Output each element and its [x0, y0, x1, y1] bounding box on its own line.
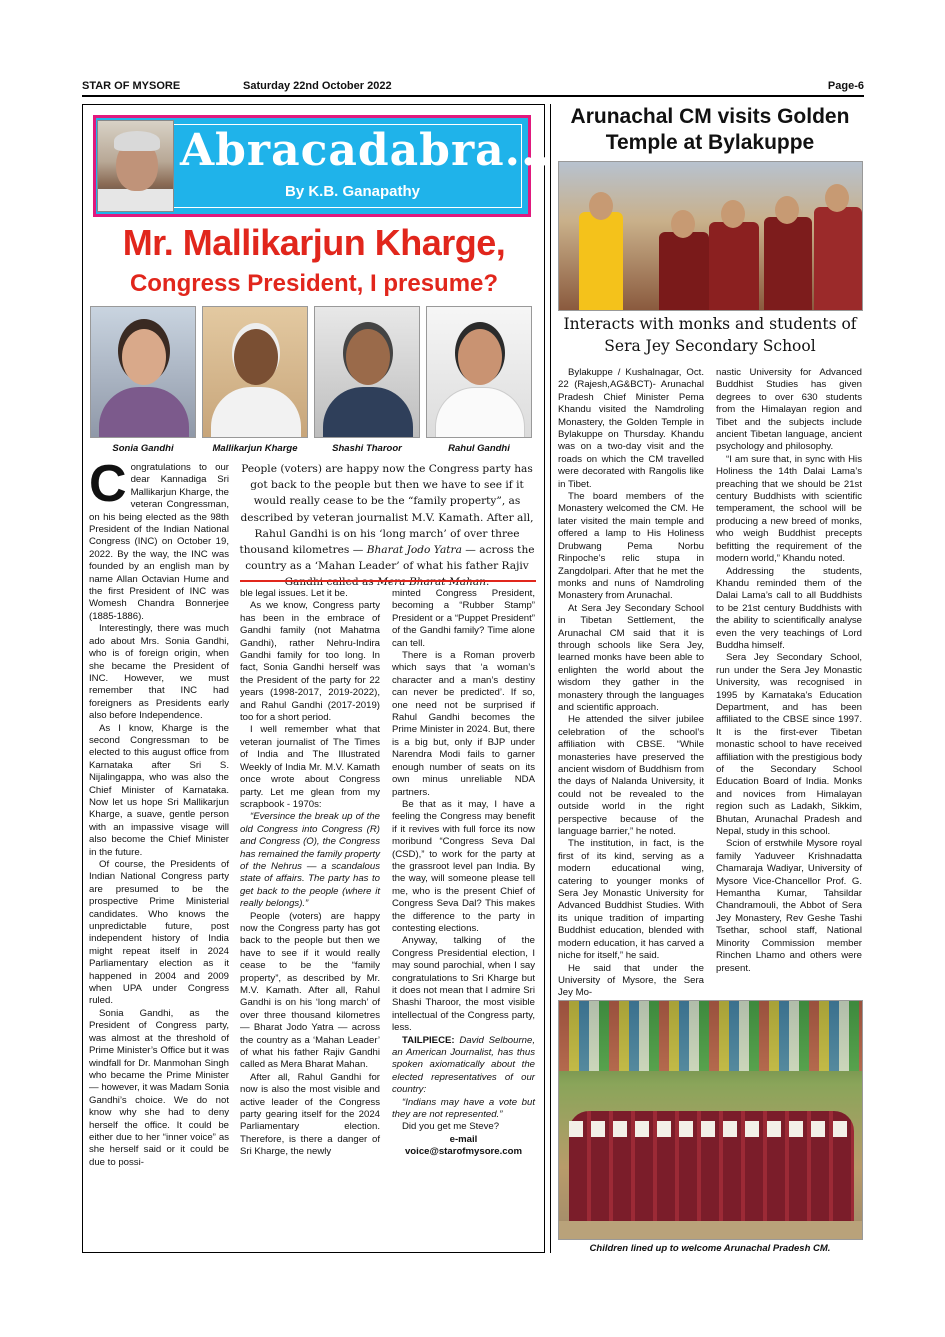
pull-quote-rule [240, 580, 536, 582]
caption-tharoor: Shashi Tharoor [332, 443, 402, 454]
article-column-2: ble legal issues. Let it be. As we know, Congress party has been in the embrace of Gandhi family (not Mahatma Gandhi), rather Nehru-Indira Gandhi family for too long. In fact, Sonia Gandhi herself was the President of the party for 22 years (1998-2017, 2019-2022), and Rahul Gandhi (2017-2019) too for a short period. I well remember what that veteran journalist of The Times of India and The Illustrated Weekly of India Mr. M.V. Kamath once wrote about Congress party. Let me glean from my scrapbook - 1970s: “Eversince the break up of the old Congress into Congress (R) and Congress (O), the Congress has remained the family property of the Nehrus — a scandalous state of affairs. The party has to get back to the people (where it really belongs).” People (voters) are happy now the Congress party has got back to the people but then we have to see if it would really cease to be the “family property”, as described by Mr. M.V. Kamath. After all, Rahul Gandhi is on his ‘long march’ of over three thousand kilometres — Bharat Jodo Yatra — across the country as a ‘Mahan Leader’ of what his father Rajiv Gandhi called as Mera Bharat Mahan. After all, Rahul Gandhi for now is also the most visible and active leader of the Congress party gearing itself for the 2024 Parliamentary election. Therefore, is there a danger of Sri Kharge, the newly [240, 588, 380, 1158]
article-column-1: Congratulations to our dear Kannadiga Sri Mallikarjun Kharge, the veteran Congressman, on his being elected as the 98th President of the Indian National Congress (INC) on October 19, 2022. By the way, the INC was founded by an english man by name Allan Octavian Hume and the first President of INC was Womesh Chandra Bonnerjee (1885-1886). Interestingly, there was much ado about Mrs. Sonia Gandhi, who is of foreign origin, when she became the President of INC. However, we must remember that INC had foreigners as Presidents early also before Independence. As I know, Kharge is the second Congressman to be elected to this august office from Karnataka after Sri S. Nijalingappa, who was also the Chief Minister of Karnataka. Now let us hope Sri Mallikarjun Kharge, a suave, gentle person with an impassive visage will also become the Chief Minister in the future. Of course, the Presidents of Indian National Congress party are presumed to be the prospective Prime Ministerial candidates. Who knows the unpredictable future, post independent history of India might repeat itself in 2024 Parliamentary election as it happened in 2004 and 2009 when UPA under Congress ruled. Sonia Gandhi, as the President of Congress party, was almost at the threshold of Prime Minister’s Office but it was windfall for Dr. Manmohan Singh who became the Prime Minister — however, it was Madam Sonia Gandhi’s choice. We do not know why she had to deny herself the office. It could be either due to her “inner voice” as she herself said or it could be due to possi- [89, 455, 229, 1168]
right-subhead: Interacts with monks and students of Sera Jey Secondary School [563, 315, 857, 355]
pull-quote: People (voters) are happy now the Congress party has got back to the people but then we have to see if it would really cease to be the “family property”, as described by veteran journalist M.V. Kamath. After all, Rahul Gandhi is on his ‘long march’ of over three thousand kilometres — Bharat Jodo Yatra — across the country as a ‘Mahan Leader’ of what his father Rajiv Gandhi called as Mera Bharat Mahan. [239, 463, 535, 589]
photo-rahul-gandhi [426, 306, 532, 438]
article-column-3: minted Congress President, becoming a “Rubber Stamp” President or a “Puppet President” of the Gandhi family? Time alone can tell. There is a Roman proverb which says that ‘a woman’s character and a man’s destiny can never be predicted’. If so, one need not be surprised if Rahul Gandhi becomes the Prime Minister in 2024. But, there is a big but, only if BJP under Narendra Modi fails to garner enough number of seats on its own minus unreliable NDA partners. Be that as it may, I have a feeling the Congress may benefit if it revives with full force its now moribund “Congress Seva Dal (CSD),” to work for the party at the grassroot level pan India. By the way, will someone please tell me, who is the present Chief of Congress Seva Dal? This makes the difference to the party in contesting elections. Anyway, talking of the Congress Presidential election, I may sound parochial, when I say congratulations to Sri Kharge but it does not mean that I admire Sri Shashi Tharoor, the most visible intellectual of the Congress party, less. TAILPIECE: David Selbourne, an American Journalist, has thus spoken axiomatically about the elected representatives of our country: “Indians may have a vote but they are not represented.” Did you get me Steve? e-mail voice@starofmysore.com [392, 588, 535, 1158]
photo-caption: Children lined up to welcome Arunachal Pradesh CM. [589, 1243, 831, 1254]
drop-cap: C [89, 455, 127, 513]
caption-kharge: Mallikarjun Kharge [212, 443, 298, 454]
column-byline: By K.B. Ganapathy [284, 183, 421, 200]
photo-sonia-gandhi [90, 306, 196, 438]
photo-mallikarjun-kharge [202, 306, 308, 438]
right-column-2: nastic University for Advanced Buddhist Studies has given degrees to over 630 students from the Himalayan region and Tibet and the subjects include ancient Tibetan language, ancient psychology and philosophy. “I am sure that, in sync with His Holiness the 14th Dalai Lama’s preaching that we should be 21st century Buddhists with scientific temperament, the school will be producing a new breed of monks, who weigh Buddhist precepts befitting the requirement of the modern world,” Khandu noted. Addressing the students, Khandu reminded them of the Dalai Lama’s call to all Buddhists to be 21st century Buddhists with the ability to scientifically analyse even the very teachings of Lord Buddha himself. Sera Jey Secondary School, run under the Sera Jey Monastic University, was recognised in 1995 by Karnataka’s Education Department, and has been affiliated to the CBSE since 1997. It is the first-ever Tibetan monastic school to have received affiliation with the prestigious body of the Secondary School Education Board of India. Monks and novices from Himalayan region such as Ladakh, Sikkim, Bhutan, Arunachal Pradesh and Nepal, study in this school. Scion of erstwhile Mysore royal family Yaduveer Krishnadatta Chamaraja Wadiyar, University of Mysore Vice-Chancellor Prof. G. Hemantha Kumar, Tahsildar Chandramouli, the Abbot of Sera Jey Monastery, Rev Geshe Tashi Tsethar, school staff, National Minority Commission member Rinchen Lhamo and others were present. [716, 367, 862, 974]
paper-name: STAR OF MYSORE [82, 80, 181, 92]
header-rule [82, 95, 864, 97]
right-column-1: Bylakuppe / Kushalnagar, Oct. 22 (Rajesh,AG&BCT)- Arunachal Pradesh Chief Minister Pema Khandu visited the Namdroling Monastery, the Golden Temple in Bylakuppe on Thursday. Khandu was on a two-day visit and the roads on which the CM travelled were decorated with Rangolis like in Tibet. The board members of the Monastery welcomed the CM. He later visited the main temple and offered a lamp to His Holiness Drubwang Pema Norbu Rinpoche’s relic stupa in Zangdolpari. After that he met the monks and nuns of Namdroling Monastery from Arunachal. At Sera Jey Secondary School in Tibetan Settlement, the Arunachal CM said that it is through schools like Sera Jey, learned monks have been able to enlighten the world about the wisdom they gather in the monastery through the languages and scientific approach. He attended the silver jubilee celebration of the school’s affiliation with CBSE. “While monasteries have preserved the ancient wisdom of Buddhism from the days of Nalanda University, it could not be revealed to the outside world in the right perspective because of the language barrier,” he noted. The institution, in fact, is the first of its kind, serving as a modern educational wing, catering to younger monks of Sera Jey Monastic University for Advanced Buddhist Studies. With its unique tradition of imparting Buddhist education, blended with modern education, it has carved a niche for itself,” he said. He said that under the University of Mysore, the Sera Jey Mo- [558, 367, 704, 999]
headline-sub: Congress President, I presume? [129, 270, 499, 297]
email-link[interactable]: voice@starofmysore.com [404, 1146, 523, 1158]
issue-date: Saturday 22nd October 2022 [243, 80, 392, 92]
page-number: Page-6 [827, 80, 864, 92]
column-divider [550, 104, 551, 1253]
photo-children-lined-up [558, 1000, 863, 1240]
tailpiece-label: TAILPIECE: [402, 1034, 455, 1046]
photo-cm-with-monks [558, 161, 863, 311]
right-headline: Arunachal CM visits Golden Temple at Bylakuppe [570, 105, 850, 154]
caption-sonia: Sonia Gandhi [112, 443, 174, 454]
column-title: Abracadabra... [180, 125, 554, 176]
caption-rahul: Rahul Gandhi [448, 443, 510, 454]
page-header [82, 80, 864, 96]
headline: Mr. Mallikarjun Kharge, [122, 222, 506, 263]
columnist-portrait [97, 120, 174, 212]
photo-shashi-tharoor [314, 306, 420, 438]
